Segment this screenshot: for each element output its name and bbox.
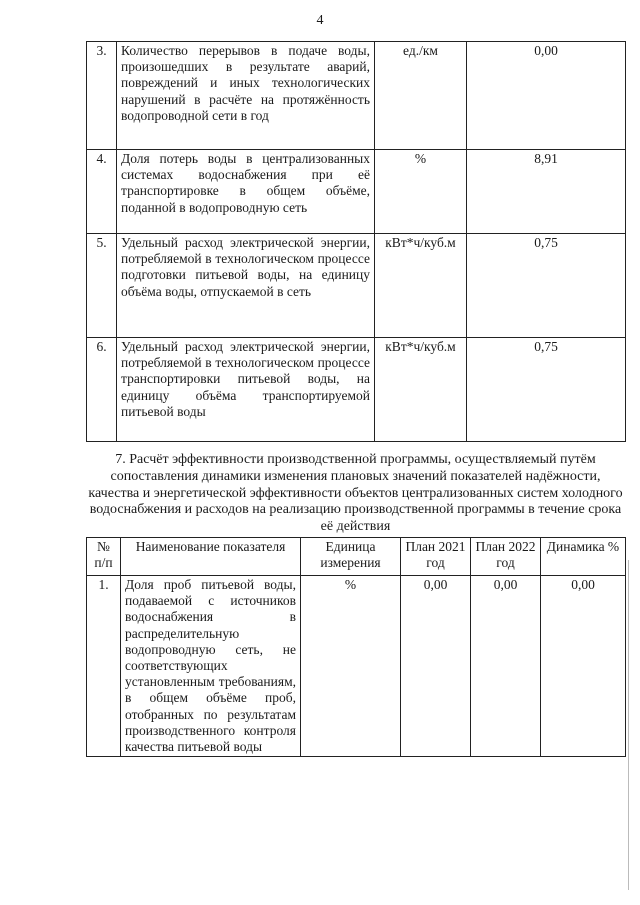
indicator-unit: % (375, 150, 467, 234)
table-row (87, 42, 626, 150)
plan-2021-value: 0,00 (401, 576, 471, 757)
section-heading: 7. Расчёт эффективности производственной программы, осуществляемый путём сопоставления динамики изменения плановых значений показателей надёжности, качества и энергетической эффективности объектов централизованных систем холодного водоснабжения и расходов на реализацию производственной программы в течение срока её действия (88, 452, 623, 535)
header-dynamics: Динамика % (541, 538, 626, 576)
indicators-table-continued (86, 41, 626, 442)
page-number: 4 (316, 13, 324, 28)
dynamics-value: 0,00 (541, 576, 626, 757)
row-number: 3. (87, 42, 117, 150)
table-header-row (87, 538, 626, 576)
header-unit: Единица измерения (301, 538, 401, 576)
table-row (87, 234, 626, 338)
indicator-unit: % (301, 576, 401, 757)
indicator-unit: кВт*ч/куб.м (375, 338, 467, 442)
indicator-name: Доля проб питьевой воды, подаваемой с источников водоснабжения в распределительную водопроводную сеть, не соответствующих установленным требованиям, в общем объёме проб, отобранных по результатам производственного контроля качества питьевой воды (121, 576, 301, 757)
efficiency-table (86, 537, 626, 757)
header-plan-2022: План 2022 год (471, 538, 541, 576)
indicator-unit: кВт*ч/куб.м (375, 234, 467, 338)
row-number: 6. (87, 338, 117, 442)
table-row (87, 150, 626, 234)
table-row (87, 338, 626, 442)
indicator-name: Доля потерь воды в централизованных системах водоснабжения при её транспортировке в общем объёме, поданной в водопроводную сеть (117, 150, 375, 234)
row-number: 1. (87, 576, 121, 757)
indicator-value: 8,91 (467, 150, 626, 234)
plan-2022-value: 0,00 (471, 576, 541, 757)
header-name: Наименование показателя (121, 538, 301, 576)
indicator-name: Удельный расход электрической энергии, потребляемой в технологическом процессе транспортировки питьевой воды, на единицу объёма транспортируемой питьевой воды (117, 338, 375, 442)
indicator-value: 0,75 (467, 338, 626, 442)
indicator-unit: ед./км (375, 42, 467, 150)
indicator-value: 0,75 (467, 234, 626, 338)
table-row (87, 576, 626, 757)
header-plan-2021: План 2021 год (401, 538, 471, 576)
scan-artifact-line (628, 560, 629, 890)
row-number: 4. (87, 150, 117, 234)
header-number: № п/п (87, 538, 121, 576)
indicator-name: Удельный расход электрической энергии, потребляемой в технологическом процессе подготовки питьевой воды, на единицу объёма воды, отпускаемой в сеть (117, 234, 375, 338)
row-number: 5. (87, 234, 117, 338)
indicator-name: Количество перерывов в подаче воды, произошедших в результате аварий, повреждений и иных технологических нарушений в расчёте на протяжённость водопроводной сети в год (117, 42, 375, 150)
indicator-value: 0,00 (467, 42, 626, 150)
